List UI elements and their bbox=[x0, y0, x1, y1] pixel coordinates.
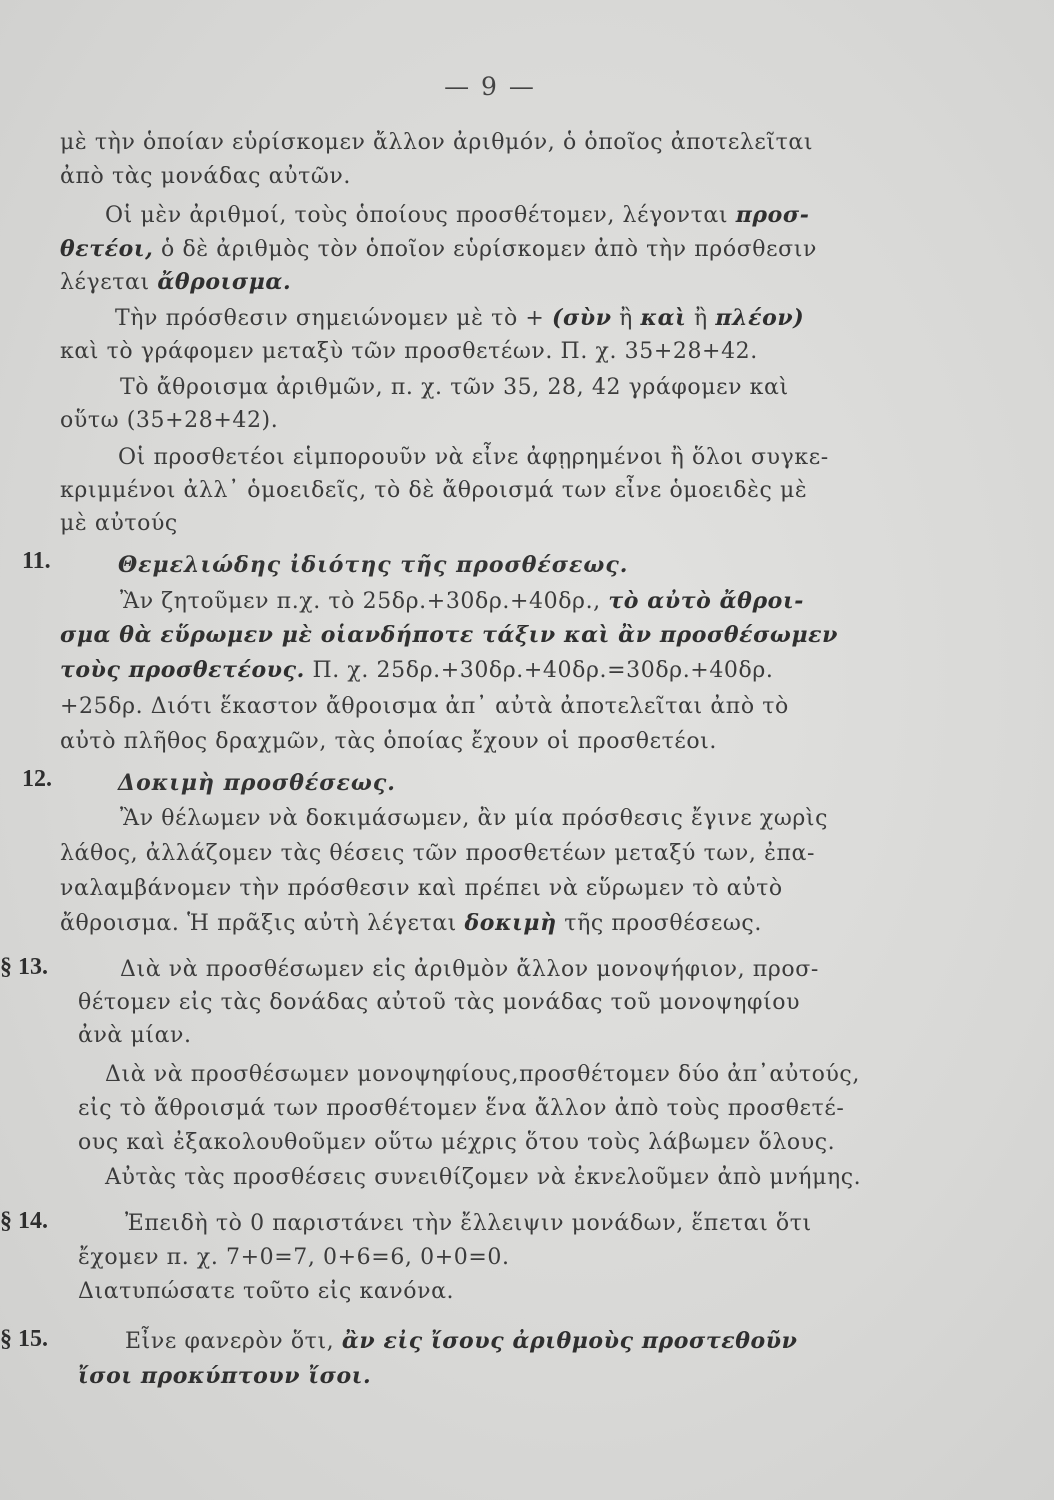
text-line: Διατυπώσατε τοῦτο εἰς κανόνα. bbox=[78, 1279, 455, 1304]
bold-term: πλέον) bbox=[715, 305, 805, 331]
section-number: § 13. bbox=[0, 954, 48, 980]
text-span: λέγεται bbox=[60, 270, 150, 295]
text-line bbox=[60, 267, 291, 298]
text-line bbox=[125, 1326, 798, 1357]
text-line: εἰς τὸ ἄθροισμά των προσθέτομεν ἕνα ἄλλον ἀπὸ τοὺς προσθετέ- bbox=[78, 1096, 845, 1121]
section-number: 11. bbox=[22, 548, 51, 574]
text-line: +25δρ. Διότι ἕκαστον ἄθροισμα ἀπ᾿ αὐτὰ ἀποτελεῖται ἀπὸ τὸ bbox=[60, 694, 789, 719]
text-span: Τὴν πρόσθεσιν σημειώνομεν μὲ τὸ + bbox=[115, 306, 545, 331]
bold-term: ἂν εἰς ἴσους ἀριθμοὺς προστεθοῦν bbox=[341, 1328, 798, 1354]
text-line bbox=[60, 908, 762, 939]
text-line: καὶ τὸ γράφομεν μεταξὺ τῶν προσθετέων. Π. χ. 35+28+42. bbox=[60, 339, 758, 364]
bold-term: δοκιμὴ bbox=[464, 910, 557, 936]
text-span: τῆς προσθέσεως. bbox=[564, 911, 762, 936]
section-number: 12. bbox=[22, 766, 52, 792]
text-line: λάθος, ἀλλάζομεν τὰς θέσεις τῶν προσθετέων μεταξύ των, ἐπα- bbox=[60, 841, 816, 866]
text-span: ἢ bbox=[694, 306, 708, 331]
text-span: Εἶνε φανερὸν ὅτι, bbox=[125, 1329, 335, 1354]
text-line: οὕτω (35+28+42). bbox=[60, 408, 279, 433]
text-line bbox=[60, 234, 817, 265]
text-line: σμα θὰ εὕρωμεν μὲ οἱανδήποτε τάξιν καὶ ἂν προσθέσωμεν bbox=[60, 622, 839, 648]
text-line bbox=[60, 655, 774, 686]
text-line: Ἐπειδὴ τὸ 0 παριστάνει τὴν ἔλλειψιν μονάδων, ἕπεται ὅτι bbox=[125, 1211, 812, 1236]
text-line bbox=[115, 303, 804, 334]
text-line bbox=[105, 200, 920, 231]
bold-term: θετέοι, bbox=[60, 236, 154, 262]
text-line: Ἂν θέλωμεν νὰ δοκιμάσωμεν, ἂν μία πρόσθεσις ἔγινε χωρὶς bbox=[120, 806, 829, 831]
bold-term: (σὺν bbox=[552, 305, 612, 331]
text-line: Αὐτὰς τὰς προσθέσεις συνειθίζομεν νὰ ἐκνελοῦμεν ἀπὸ μνήμης. bbox=[105, 1165, 862, 1190]
bold-term: προσ- bbox=[735, 202, 810, 228]
section-title: Δοκιμὴ προσθέσεως. bbox=[118, 770, 396, 796]
text-span: ἄθροισμα. Ἡ πρᾶξις αὐτὴ λέγεται bbox=[60, 911, 457, 936]
text-line: Τὸ ἄθροισμα ἀριθμῶν, π. χ. τῶν 35, 28, 42 γράφομεν καὶ bbox=[120, 375, 789, 400]
bold-term: τοὺς προσθετέους. bbox=[60, 657, 305, 683]
text-line: ἀπὸ τὰς μονάδας αὐτῶν. bbox=[60, 164, 351, 189]
text-line: ἔχομεν π. χ. 7+0=7, 0+6=6, 0+0=0. bbox=[78, 1245, 510, 1270]
text-line: θέτομεν εἰς τὰς δονάδας αὐτοῦ τὰς μονάδας τοῦ μονοψηφίου bbox=[78, 990, 801, 1015]
text-line: αὐτὸ πλῆθος δραχμῶν, τὰς ὁποίας ἔχουν οἱ προσθετέοι. bbox=[60, 729, 717, 754]
page-number: — 9 — bbox=[444, 72, 536, 101]
text-line: ἴσοι προκύπτουν ἴσοι. bbox=[78, 1363, 372, 1389]
text-line: κριμμένοι ἀλλ᾿ ὁμοειδεῖς, τὸ δὲ ἄθροισμά των εἶνε ὁμοειδὲς μὲ bbox=[60, 478, 808, 503]
text-line bbox=[60, 128, 920, 158]
text-line: ἀνὰ μίαν. bbox=[78, 1023, 192, 1048]
text-line: μὲ αὐτούς bbox=[60, 511, 178, 536]
text-line: ους καὶ ἐξακολουθοῦμεν οὕτω μέχρις ὅτου τοὺς λάβωμεν ὅλους. bbox=[78, 1130, 836, 1155]
text-line: Διὰ νὰ προσθέσωμεν μονοψηφίους,προσθέτομεν δύο ἀπ᾿αὐτούς, bbox=[105, 1062, 860, 1087]
bold-term: τὸ αὐτὸ ἄθροι- bbox=[608, 588, 804, 614]
section-number: § 15. bbox=[0, 1326, 48, 1352]
text-line: ναλαμβάνομεν τὴν πρόσθεσιν καὶ πρέπει νὰ εὕρωμεν τὸ αὐτὸ bbox=[60, 876, 783, 901]
text-span: ὁ δὲ ἀριθμὸς τὸν ὁποῖον εὑρίσκομεν ἀπὸ τὴν πρόσθεσιν bbox=[161, 237, 817, 262]
text-line: Οἱ προσθετέοι εἱμπορουῦν νὰ εἶνε ἀφῃρημένοι ἢ ὅλοι συγκε- bbox=[118, 445, 829, 470]
section-number: § 14. bbox=[0, 1208, 48, 1234]
bold-term: ἄθροισμα. bbox=[157, 269, 292, 295]
text-line bbox=[120, 586, 804, 617]
text-span: μὲ τὴν ὁποίαν εὑρίσκομεν ἄλλον ἀριθμόν, ὁ ὁποῖος ἀποτελεῖται bbox=[60, 130, 814, 155]
text-span: Ἂν ζητοῦμεν π.χ. τὸ 25δρ.+30δρ.+40δρ., bbox=[120, 589, 601, 614]
bold-term: καὶ bbox=[640, 305, 687, 331]
text-span: ἢ bbox=[619, 306, 633, 331]
text-span: Π. χ. 25δρ.+30δρ.+40δρ.=30δρ.+40δρ. bbox=[312, 658, 774, 683]
text-span: Οἱ μὲν ἀριθμοί, τοὺς ὁποίους προσθέτομεν, λέγονται bbox=[105, 203, 729, 228]
section-title: Θεμελιώδης ἰδιότης τῆς προσθέσεως. bbox=[118, 552, 629, 578]
text-line: Διὰ νὰ προσθέσωμεν εἰς ἀριθμὸν ἄλλον μονοψήφιον, προσ- bbox=[120, 957, 819, 982]
